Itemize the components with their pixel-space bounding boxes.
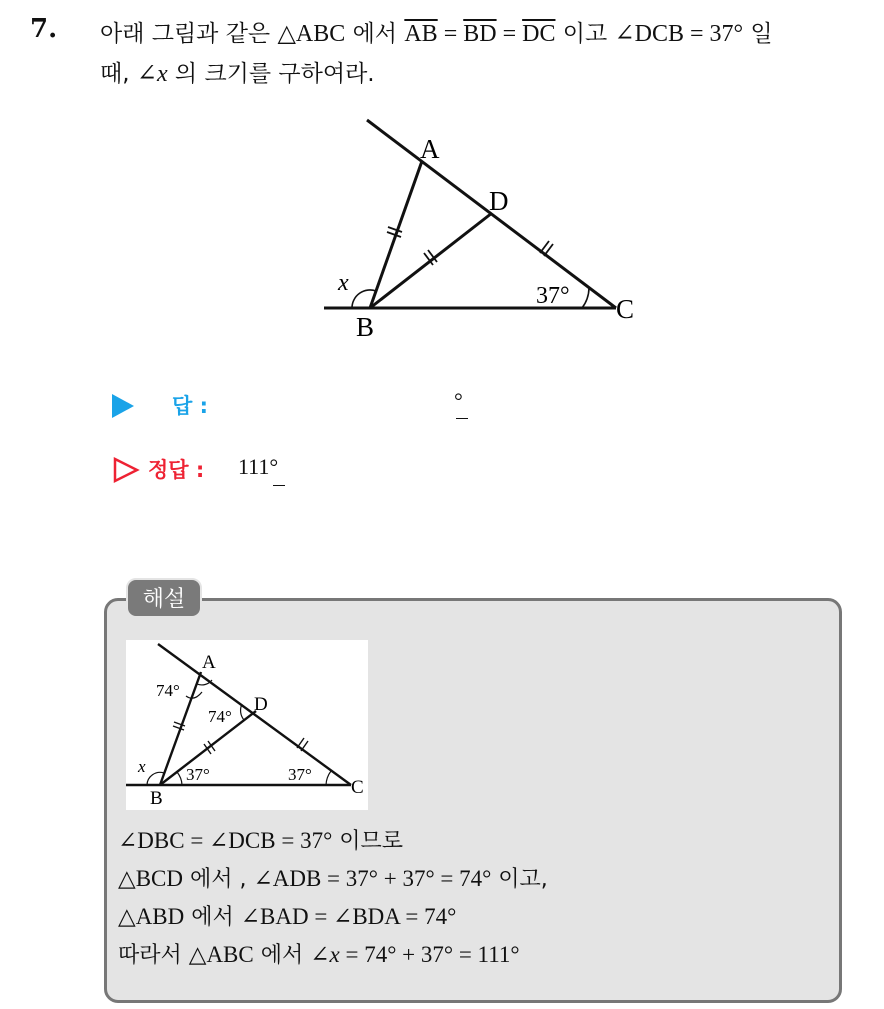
correct-value: 111° bbox=[238, 454, 279, 479]
solution-text-part: 에서 bbox=[184, 905, 241, 930]
solution-text-part: 따라서 bbox=[118, 943, 189, 968]
segment-ab: $\overline{AB}$ bbox=[404, 21, 438, 47]
sol-arc-c37 bbox=[326, 771, 331, 785]
solution-line-2 bbox=[118, 860, 548, 898]
question-text-part: 에서 bbox=[345, 21, 405, 47]
solution-line-1 bbox=[118, 822, 548, 860]
solution-text-part: 이므로 bbox=[332, 829, 404, 854]
segment-bd: $\overline{BD}$ bbox=[463, 21, 497, 47]
label-x: x bbox=[338, 270, 349, 296]
equals-sign: = bbox=[496, 21, 523, 47]
solution-text-part: 에서 , bbox=[182, 867, 254, 892]
solution-math: ∠ADB = 37° + 37° = 74° bbox=[253, 866, 492, 891]
correct-underline bbox=[273, 485, 285, 486]
question-text-part: 아래 그림과 같은 bbox=[100, 21, 278, 47]
label-c: C bbox=[616, 294, 635, 324]
solution-math: ∠BAD = ∠BDA = 74° bbox=[240, 904, 457, 929]
correct-answer-row bbox=[112, 452, 612, 488]
answer-underline bbox=[456, 418, 468, 419]
solution-line-3 bbox=[118, 898, 548, 936]
label-b: B bbox=[356, 312, 375, 342]
solution-math: = 74° + 37° = 111° bbox=[339, 942, 520, 967]
angle-arc-37 bbox=[582, 288, 589, 308]
angle-symbol: ∠ bbox=[136, 61, 157, 87]
label-a: A bbox=[420, 134, 440, 164]
correct-label: 정답 : bbox=[148, 458, 205, 482]
segment-dc: $\overline{DC}$ bbox=[522, 21, 556, 47]
answer-unit: ° bbox=[454, 388, 463, 413]
sol-arc-b37 bbox=[177, 772, 182, 785]
sol-angle-c: 37° bbox=[288, 765, 312, 784]
question-text-part: 의 크기를 구하여라. bbox=[167, 61, 375, 87]
angle-symbol: ∠ bbox=[310, 942, 330, 967]
answer-label: 답 : bbox=[172, 394, 208, 418]
solution-math: △ABC bbox=[188, 942, 254, 967]
angle-dcb: ∠DCB = 37° bbox=[614, 21, 744, 47]
solution-text-part: 이고, bbox=[491, 867, 548, 892]
sol-label-b: B bbox=[150, 788, 163, 809]
solution-figure bbox=[126, 640, 368, 810]
answer-row bbox=[112, 388, 612, 424]
correct-arrow-icon bbox=[112, 456, 140, 484]
sol-label-x: x bbox=[138, 757, 146, 776]
sol-label-a: A bbox=[202, 652, 216, 673]
variable-x: x bbox=[156, 61, 168, 87]
question-text-part: 이고 bbox=[555, 21, 615, 47]
question-text bbox=[100, 14, 870, 94]
sol-label-d: D bbox=[254, 694, 268, 715]
tick-mark bbox=[297, 738, 304, 748]
solution-text-part: 에서 bbox=[253, 943, 311, 968]
question-line-2 bbox=[100, 54, 870, 94]
question-number: 7. bbox=[30, 14, 58, 44]
triangle-abc: △ABC bbox=[277, 21, 346, 47]
solution-text bbox=[118, 822, 548, 974]
label-d: D bbox=[489, 186, 509, 216]
tick-mark bbox=[301, 741, 308, 751]
question-text-part: 때, bbox=[100, 61, 137, 87]
solution-math: △BCD bbox=[118, 866, 183, 891]
label-angle-37: 37° bbox=[536, 283, 570, 309]
sol-angle-b: 37° bbox=[186, 765, 210, 784]
solution-tab: 해설 bbox=[126, 578, 202, 618]
sol-angle-a: 74° bbox=[156, 681, 180, 700]
solution-math: ∠DBC = ∠DCB = 37° bbox=[118, 828, 333, 853]
sol-angle-d: 74° bbox=[208, 707, 232, 726]
answer-arrow-icon bbox=[112, 394, 134, 418]
triangle-figure bbox=[300, 110, 660, 350]
sol-label-c: C bbox=[351, 777, 364, 798]
equals-sign: = bbox=[437, 21, 464, 47]
question-text-part: 일 bbox=[743, 21, 773, 47]
question-line-1 bbox=[100, 14, 870, 54]
solution-math: △ABD bbox=[118, 904, 185, 929]
variable-x: x bbox=[329, 942, 340, 967]
solution-line-4 bbox=[118, 936, 548, 974]
